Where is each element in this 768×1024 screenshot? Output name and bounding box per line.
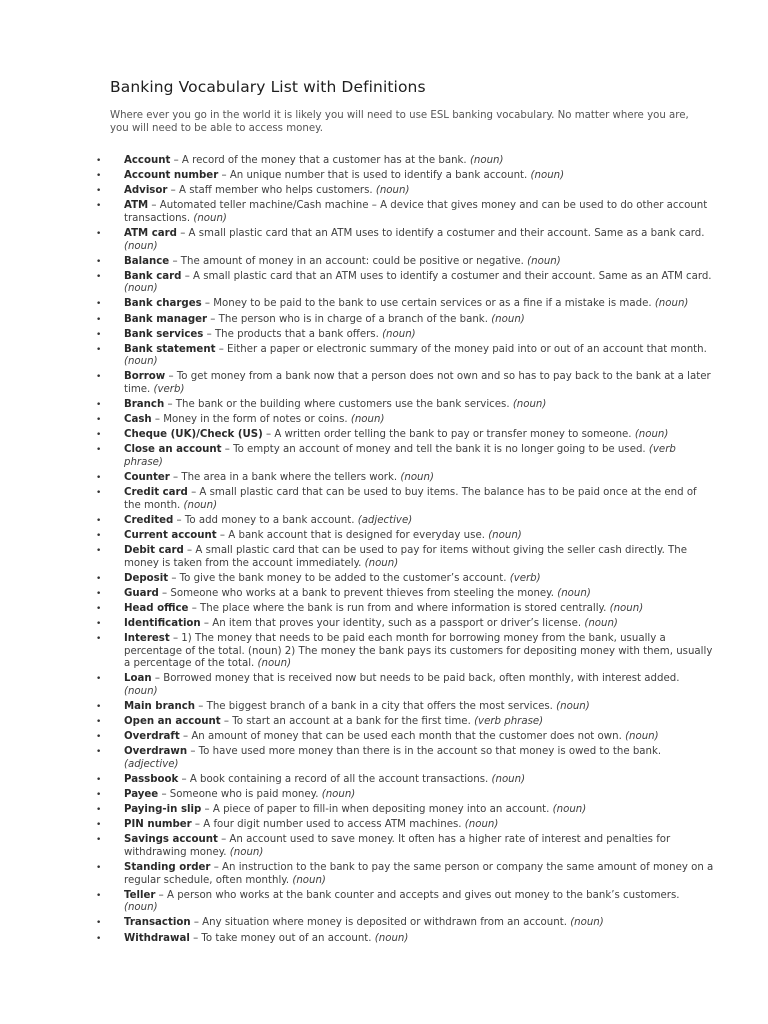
term-definition: A bank account that is designed for everyday use. [228,529,485,541]
term-word: Bank statement [124,343,216,355]
term-word: Interest [124,633,170,645]
term-definition: Either a paper or electronic summary of the money paid into or out of an account that month. [227,343,707,355]
bullet-icon: • [96,890,102,901]
bullet-icon: • [96,171,102,182]
bullet-icon: • [96,156,102,166]
term-definition: A small plastic card that can be used to buy items. The balance has to be paid once at the end of the month. [124,487,697,511]
bullet-icon: • [96,515,102,526]
term-word: Overdrawn [124,746,188,758]
part-of-speech: (noun) [530,170,565,182]
part-of-speech: (noun) [124,240,158,252]
list-item: • Bank services – The products that a bank offers. (noun) [96,328,416,340]
bullet-icon: • [96,473,102,484]
bullet-icon: • [96,674,102,685]
term-word: Loan [124,673,152,685]
term-definition: The place where the bank is run from and where information is stored centrally. [200,602,607,614]
part-of-speech: (noun) [229,847,264,858]
term-word: Account [124,155,171,166]
term-word: Bank services [124,328,204,340]
term-word: Identification [124,618,201,629]
term-word: Main branch [124,701,196,713]
part-of-speech: (noun) [491,313,525,325]
part-of-speech: (noun) [654,298,689,310]
list-item: • PIN number – A four digit number used to access ATM machines. (noun) [96,819,499,831]
term-definition: Any situation where money is deposited or withdrawn from an account. [202,917,567,929]
term-definition: The bank or the building where customers use the bank services. [175,399,510,411]
term-definition: An instruction to the bank to pay the same person or company the same amount of money on a regular schedule, often monthly. [124,862,714,886]
list-item: • Borrow – To get money from a bank now that a person does not own and so has to pay back to the bank at a later time. (verb) [96,371,711,395]
bullet-icon: • [96,820,102,831]
term-definition: Money to be paid to the bank to use certain services or as a fine if a mistake is made. [213,298,652,310]
term-definition: Automated teller machine/Cash machine – A device that gives money and can be used to do other account transactions. [124,200,708,224]
list-item: • Close an account – To empty an account of money and tell the bank it is no longer going to be used. (verb phrase) [96,444,676,468]
term-definition: A staff member who helps customers. [178,185,373,197]
term-word: Branch [124,399,165,411]
part-of-speech: (noun) [183,499,218,511]
list-item: • Credited – To add money to a bank account. (adjective) [96,514,413,526]
term-definition: The area in a bank where the tellers work. [181,472,398,484]
part-of-speech: (verb) [153,384,185,395]
term-word: Overdraft [124,731,180,743]
bullet-icon: • [96,634,102,645]
bullet-icon: • [96,863,102,874]
part-of-speech: (noun) [464,819,499,831]
part-of-speech: (noun) [400,472,434,484]
list-item: • Bank charges – Money to be paid to the bank to use certain services or as a fine if a mistake is made. (noun) [96,298,689,310]
term-definition: To start an account at a bank for the first time. [232,716,471,728]
bullet-icon: • [96,186,102,197]
list-item: • Bank manager – The person who is in charge of a branch of the bank. (noun) [96,313,525,325]
bullet-icon: • [96,918,102,929]
term-word: Deposit [124,572,169,584]
list-item: • Debit card – A small plastic card that can be used to pay for items without giving the seller cash directly. The money is taken from the account immediately. (noun) [96,545,687,569]
term-word: Paying-in slip [124,804,202,816]
part-of-speech: (adjective) [357,514,413,526]
term-definition: To empty an account of money and tell the bank it is no longer going to be used. [233,444,646,456]
list-item: • Current account – A bank account that is designed for everyday use. (noun) [96,529,522,541]
term-word: Withdrawal [124,932,190,944]
list-item: • ATM card – A small plastic card that an ATM uses to identify a costumer and their account. Same as a bank card. (noun) [96,227,705,252]
list-item: • Bank statement – Either a paper or electronic summary of the money paid into or out of an account that month. (noun) [96,343,707,368]
list-item: • Cheque (UK)/Check (US) – A written order telling the bank to pay or transfer money to someone. (noun) [96,429,669,441]
list-item: • Balance – The amount of money in an account: could be positive or negative. (noun) [96,255,561,267]
term-word: Close an account [124,444,222,456]
part-of-speech: (noun) [625,731,659,743]
term-definition: To take money out of an account. [201,932,372,944]
term-word: Cash [124,414,152,426]
term-word: Cheque (UK)/Check (US) [124,429,263,441]
term-definition: A person who works at the bank counter and accepts and gives out money to the bank’s customers. [167,889,680,901]
term-word: Borrow [124,371,166,383]
bullet-icon: • [96,415,102,426]
part-of-speech: (noun) [350,414,385,426]
term-word: Balance [124,255,170,267]
part-of-speech: (verb) [509,572,541,584]
bullet-icon: • [96,271,102,282]
term-definition: The biggest branch of a bank in a city that offers the most services. [206,701,553,713]
part-of-speech: (noun) [584,618,618,629]
part-of-speech: (verb phrase) [474,716,544,728]
bullet-icon: • [96,400,102,411]
list-item: • Paying-in slip – A piece of paper to fill-in when depositing money into an account. (noun) [96,804,587,816]
page-title: Banking Vocabulary List with Definitions [110,78,426,96]
term-definition: A small plastic card that an ATM uses to identify a costumer and their account. Same as a bank card. [188,227,705,239]
part-of-speech: (noun) [375,185,410,197]
part-of-speech: (noun) [512,399,547,411]
part-of-speech: (noun) [570,917,604,929]
part-of-speech: (noun) [527,255,561,267]
part-of-speech: (verb phrase) [124,444,676,468]
bullet-icon: • [96,588,102,599]
bullet-icon: • [96,372,102,383]
term-definition: A record of the money that a customer has at the bank. [181,155,467,166]
bullet-icon: • [96,747,102,758]
term-word: Bank card [124,270,182,282]
term-definition: Someone who works at a bank to prevent thieves from steeling the money. [170,587,554,599]
term-definition: Someone who is paid money. [169,789,319,801]
part-of-speech: (noun) [257,658,292,670]
list-item: • Transaction – Any situation where money is deposited or withdrawn from an account. (noun) [96,917,604,929]
bullet-icon: • [96,790,102,801]
part-of-speech: (noun) [557,587,591,599]
term-definition: A book containing a record of all the account transactions. [189,774,489,786]
bullet-icon: • [96,835,102,846]
part-of-speech: (noun) [374,932,409,944]
term-definition: Money in the form of notes or coins. [163,414,348,426]
bullet-icon: • [96,344,102,355]
term-word: Standing order [124,862,211,874]
part-of-speech: (noun) [364,557,399,569]
bullet-icon: • [96,702,102,713]
bullet-icon: • [96,933,102,944]
term-definition: To add money to a bank account. [184,514,355,526]
part-of-speech: (noun) [124,685,158,697]
list-item: • Main branch – The biggest branch of a bank in a city that offers the most services. (noun) [96,701,590,713]
bullet-icon: • [96,546,102,557]
bullet-icon: • [96,299,102,310]
term-word: Bank manager [124,313,208,325]
list-item: • Loan – Borrowed money that is received now but needs to be paid back, often monthly, with interest added. (noun) [96,673,680,697]
term-word: Head office [124,602,189,614]
list-item: • Guard – Someone who works at a bank to prevent thieves from steeling the money. (noun) [96,587,591,599]
list-item: • Counter – The area in a bank where the tellers work. (noun) [96,472,434,484]
list-item: • Credit card – A small plastic card that can be used to buy items. The balance has to be paid once at the end of the month. (noun) [96,487,697,511]
term-word: Teller [124,889,156,901]
part-of-speech: (noun) [124,902,158,914]
part-of-speech: (noun) [488,529,522,541]
term-word: Transaction [124,917,191,929]
term-word: Passbook [124,774,179,786]
term-word: Guard [124,587,159,599]
term-word: Payee [124,789,159,801]
list-item: • ATM – Automated teller machine/Cash machine – A device that gives money and can be used to do other account transactions. (noun) [96,200,708,224]
bullet-icon: • [96,775,102,786]
part-of-speech: (adjective) [124,758,179,770]
part-of-speech: (noun) [634,429,669,441]
term-definition: 1) The money that needs to be paid each month for borrowing money from the bank, usually a percentage of the total. (noun) 2) The money the bank pays its customers for depositing money with them, usually a percentage of the total. [124,633,713,670]
term-word: Debit card [124,545,184,557]
term-definition: Borrowed money that is received now but needs to be paid back, often monthly, with interest added. [163,673,680,685]
term-word: Credited [124,514,174,526]
term-definition: A four digit number used to access ATM machines. [203,819,462,831]
term-word: Current account [124,529,217,541]
term-word: Savings account [124,834,218,846]
list-item: • Identification – An item that proves your identity, such as a passport or driver’s license. (noun) [96,618,618,629]
bullet-icon: • [96,329,102,340]
term-definition: To have used more money than there is in the account so that money is owed to the bank. [198,746,662,758]
term-definition: The products that a bank offers. [214,328,379,340]
list-item: • Overdrawn – To have used more money than there is in the account so that money is owed to the bank. (adjective) [96,746,662,770]
term-definition: An amount of money that can be used each month that the customer does not own. [191,731,622,743]
list-item: • Teller – A person who works at the bank counter and accepts and gives out money to the bank’s customers. (noun) [96,889,680,914]
list-item: • Deposit – To give the bank money to be added to the customer’s account. (verb) [96,572,541,584]
part-of-speech: (noun) [469,155,504,166]
term-word: ATM card [124,227,177,239]
term-definition: To give the bank money to be added to the customer’s account. [179,572,507,584]
term-word: Credit card [124,487,188,499]
term-definition: A piece of paper to fill-in when depositing money into an account. [212,804,550,816]
bullet-icon: • [96,314,102,325]
list-item: • Interest – 1) The money that needs to be paid each month for borrowing money from the bank, usually a percentage of the total. (noun) 2) The money the bank pays its customers for depositing money with them, usually a percentage of the total. (noun) [96,633,713,670]
bullet-icon: • [96,228,102,239]
bullet-icon: • [96,717,102,728]
bullet-icon: • [96,603,102,614]
list-item: • Head office – The place where the bank is run from and where information is stored centrally. (noun) [96,602,644,614]
part-of-speech: (noun) [193,212,227,224]
list-item: • Account – A record of the money that a customer has at the bank. (noun) [96,155,504,166]
list-item: • Bank card – A small plastic card that an ATM uses to identify a costumer and their account. Same as an ATM card. (noun) [96,270,712,295]
term-definition: An item that proves your identity, such as a passport or driver’s license. [212,618,582,629]
part-of-speech: (noun) [491,774,526,786]
list-item: • Payee – Someone who is paid money. (noun) [96,789,356,801]
list-item: • Passbook – A book containing a record of all the account transactions. (noun) [96,774,526,786]
bullet-icon: • [96,256,102,267]
part-of-speech: (noun) [292,874,326,886]
term-definition: To get money from a bank now that a person does not own and so has to pay back to the bank at a later time. [124,371,711,395]
bullet-icon: • [96,573,102,584]
bullet-icon: • [96,732,102,743]
bullet-icon: • [96,488,102,499]
list-item: • Withdrawal – To take money out of an account. (noun) [96,932,409,944]
list-item: • Open an account – To start an account at a bank for the first time. (verb phrase) [96,716,544,728]
term-definition: A small plastic card that can be used to pay for items without giving the seller cash directly. The money is taken from the account immediately. [124,545,687,569]
part-of-speech: (noun) [124,356,158,368]
term-word: PIN number [124,819,192,831]
list-item: • Cash – Money in the form of notes or coins. (noun) [96,414,385,426]
list-item: • Overdraft – An amount of money that can be used each month that the customer does not own. (noun) [96,731,659,743]
part-of-speech: (noun) [552,804,587,816]
term-definition: A small plastic card that an ATM uses to identify a costumer and their account. Same as an ATM card. [193,270,712,282]
intro-paragraph: Where ever you go in the world it is likely you will need to use ESL banking vocabulary. No matter where you are, you will need to be able to access money. [110,110,689,134]
bullet-icon: • [96,201,102,212]
part-of-speech: (noun) [556,701,590,713]
part-of-speech: (noun) [124,283,158,295]
term-definition: A written order telling the bank to pay or transfer money to someone. [274,429,632,441]
bullet-icon: • [96,530,102,541]
term-word: Account number [124,170,219,182]
part-of-speech: (noun) [382,328,416,340]
term-word: Bank charges [124,298,202,310]
list-item: • Standing order – An instruction to the bank to pay the same person or company the same amount of money on a regular schedule, often monthly. (noun) [96,862,714,886]
list-item: • Branch – The bank or the building where customers use the bank services. (noun) [96,399,547,411]
vocabulary-list [96,155,714,945]
bullet-icon: • [96,619,102,629]
bullet-icon: • [96,430,102,441]
part-of-speech: (noun) [321,789,356,801]
term-definition: The person who is in charge of a branch of the bank. [218,313,488,325]
term-definition: An unique number that is used to identify a bank account. [229,170,528,182]
term-word: ATM [124,200,149,212]
list-item: • Advisor – A staff member who helps customers. (noun) [96,185,410,197]
term-word: Open an account [124,716,221,728]
bullet-icon: • [96,805,102,816]
term-word: Counter [124,472,170,484]
term-definition: An account used to save money. It often has a higher rate of interest and penalties for withdrawing money. [124,834,671,858]
part-of-speech: (noun) [609,602,644,614]
term-definition: The amount of money in an account: could be positive or negative. [180,255,524,267]
list-item: • Account number – An unique number that is used to identify a bank account. (noun) [96,170,565,182]
list-item: • Savings account – An account used to save money. It often has a higher rate of interest and penalties for withdrawing money. (noun) [96,834,671,858]
term-word: Advisor [124,185,168,197]
bullet-icon: • [96,445,102,456]
